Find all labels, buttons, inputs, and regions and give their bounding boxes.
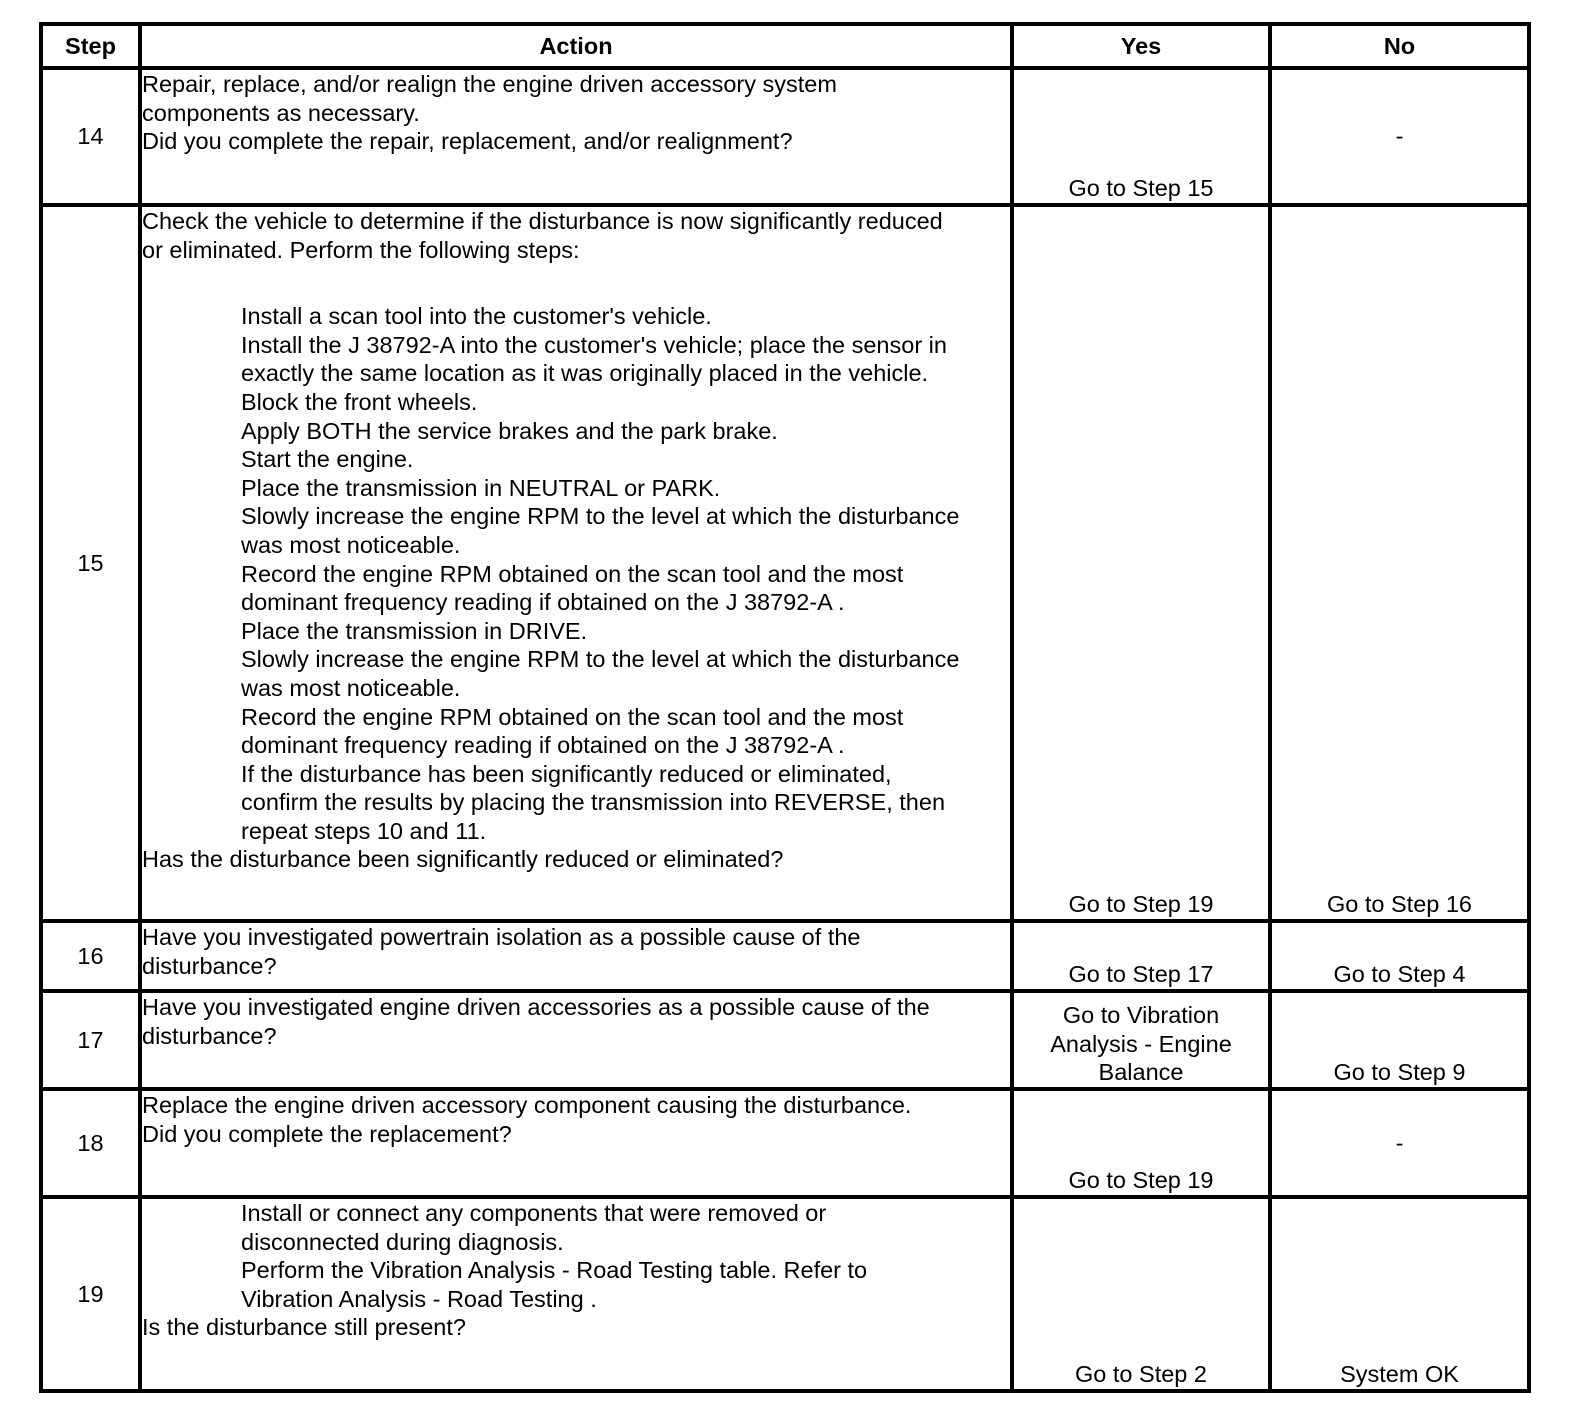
step-number: 15 [41, 205, 140, 921]
sub-step: disconnected during diagnosis. [241, 1228, 564, 1255]
step-number: 14 [41, 68, 140, 205]
diagnostic-table [39, 22, 1531, 1393]
no-cell: Go to Step 16 [1270, 205, 1529, 921]
no-cell: System OK [1270, 1197, 1529, 1391]
action-question: Did you complete the repair, replacement, and/or realignment? [142, 128, 793, 155]
table-row [41, 68, 1529, 205]
action-question: Has the disturbance been significantly reduced or eliminated? [142, 846, 784, 873]
table-row [41, 991, 1529, 1089]
sub-step-list [142, 302, 1010, 845]
yes-cell: Go to Step 2 [1012, 1197, 1270, 1391]
sub-step: Place the transmission in DRIVE. [241, 617, 588, 644]
table-row [41, 1197, 1529, 1391]
sub-step: Record the engine RPM obtained on the scan tool and the most [241, 560, 904, 587]
action-text: Replace the engine driven accessory component causing the disturbance. [142, 1092, 912, 1118]
action-text: Have you investigated powertrain isolation as a possible cause of the [142, 924, 861, 950]
no-cell: - [1270, 68, 1529, 205]
yes-text: Go to Vibration [1062, 1002, 1220, 1029]
no-cell: Go to Step 9 [1270, 991, 1529, 1089]
action-cell [140, 68, 1012, 205]
sub-step: Install the J 38792-A into the customer's vehicle; place the sensor in [241, 331, 947, 358]
yes-cell: Go to Step 19 [1012, 205, 1270, 921]
step-number: 16 [41, 921, 140, 991]
action-question: Did you complete the replacement? [142, 1120, 512, 1147]
action-text: or eliminated. Perform the following steps: [142, 236, 580, 263]
action-cell [140, 205, 1012, 921]
action-cell [140, 991, 1012, 1089]
table-row [41, 921, 1529, 991]
action-cell [140, 1197, 1012, 1391]
no-cell: Go to Step 4 [1270, 921, 1529, 991]
sub-step: dominant frequency reading if obtained on the J 38792-A . [241, 732, 845, 759]
action-text: Have you investigated engine driven accessories as a possible cause of the [142, 994, 930, 1020]
sub-step: was most noticeable. [241, 531, 461, 558]
header-action: Action [140, 24, 1012, 68]
action-text: disturbance? [142, 952, 277, 979]
sub-step: confirm the results by placing the transmission into REVERSE, then [241, 789, 946, 816]
yes-cell [1012, 991, 1270, 1089]
sub-step: was most noticeable. [241, 674, 461, 701]
sub-step: If the disturbance has been significantly reduced or eliminated, [241, 760, 892, 787]
action-cell [140, 1089, 1012, 1197]
sub-step: Vibration Analysis - Road Testing . [241, 1285, 597, 1312]
sub-step: Install a scan tool into the customer's vehicle. [241, 303, 712, 330]
sub-step: dominant frequency reading if obtained on the J 38792-A . [241, 589, 845, 616]
yes-text: Balance [1098, 1059, 1184, 1086]
yes-cell: Go to Step 17 [1012, 921, 1270, 991]
sub-step: Slowly increase the engine RPM to the level at which the disturbance [241, 503, 960, 530]
action-text: Check the vehicle to determine if the disturbance is now significantly reduced [142, 208, 943, 234]
step-number: 19 [41, 1197, 140, 1391]
action-text: disturbance? [142, 1022, 277, 1049]
sub-step: Place the transmission in NEUTRAL or PARK. [241, 474, 721, 501]
yes-cell: Go to Step 15 [1012, 68, 1270, 205]
action-text: components as necessary. [142, 99, 420, 126]
action-cell [140, 921, 1012, 991]
header-step: Step [41, 24, 140, 68]
action-text: Repair, replace, and/or realign the engine driven accessory system [142, 71, 837, 97]
sub-step-list [142, 1199, 1010, 1313]
sub-step: repeat steps 10 and 11. [241, 817, 487, 844]
step-number: 17 [41, 991, 140, 1089]
sub-step: Apply BOTH the service brakes and the park brake. [241, 417, 778, 444]
yes-cell: Go to Step 19 [1012, 1089, 1270, 1197]
sub-step: Start the engine. [241, 446, 414, 473]
step-number: 18 [41, 1089, 140, 1197]
sub-step: Perform the Vibration Analysis - Road Testing table. Refer to [241, 1257, 868, 1284]
no-cell: - [1270, 1089, 1529, 1197]
header-row [41, 24, 1529, 68]
action-question: Is the disturbance still present? [142, 1314, 466, 1341]
sub-step: Install or connect any components that were removed or [241, 1200, 827, 1226]
header-yes: Yes [1012, 24, 1270, 68]
sub-step: Record the engine RPM obtained on the scan tool and the most [241, 703, 904, 730]
header-no: No [1270, 24, 1529, 68]
sub-step: exactly the same location as it was originally placed in the vehicle. [241, 360, 929, 387]
yes-text: Analysis - Engine [1050, 1030, 1232, 1057]
sub-step: Slowly increase the engine RPM to the level at which the disturbance [241, 646, 960, 673]
sub-step: Block the front wheels. [241, 388, 478, 415]
table-row [41, 1089, 1529, 1197]
table-row [41, 205, 1529, 921]
